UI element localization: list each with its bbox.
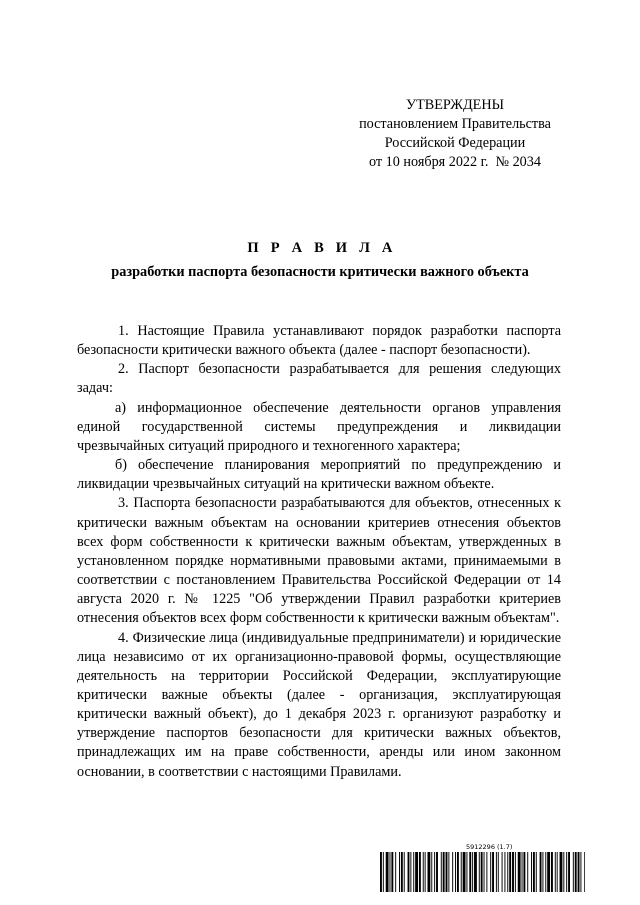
paragraph-4: 4. Физические лица (индивидуальные предприниматели) и юридические лица независимо от их организационно-правовой формы, осуществляющие деятельность на территории Российской Федерации, эксплуатирующие критически важные объекты (далее - организация, эксплуатирующая критически важный объект), до 1 декабря 2023 г. организуют разработку и утверждение паспортов безопасности для критически важных объектов, принадлежащих им на праве собственности, аренды или ином законном основании, в соответствии с настоящими Правилами.	[77, 629, 561, 780]
document-title: П Р А В И Л А	[247, 240, 397, 256]
barcode-icon	[380, 852, 585, 892]
approval-date-number: от 10 ноября 2022 г. № 2034	[369, 154, 541, 170]
document-body	[77, 322, 561, 782]
paragraph-1: 1. Настоящие Правила устанавливают порядок разработки паспорта безопасности критически важного объекта (далее - паспорт безопасности).	[77, 323, 561, 359]
approval-government: Российской Федерации	[384, 135, 526, 151]
approval-resolution: постановлением Правительства	[359, 116, 551, 132]
barcode-block	[380, 843, 585, 893]
approval-stamp	[330, 96, 580, 172]
paragraph-2a: а) информационное обеспечение деятельности органов управления единой государственной системы предупреждения и ликвидации чрезвычайных ситуаций природного и техногенного характера;	[77, 399, 561, 454]
approval-heading: УТВЕРЖДЕНЫ	[406, 97, 504, 113]
document-subtitle: разработки паспорта безопасности критически важного объекта	[111, 264, 529, 280]
paragraph-2b: б) обеспечение планирования мероприятий по предупреждению и ликвидации чрезвычайных ситуаций на критически важном объекте.	[77, 457, 561, 493]
paragraph-3: 3. Паспорта безопасности разрабатываются для объектов, отнесенных к критически важным объектам на основании критериев отнесения объектов всех форм собственности к критически важным объектам, утвержденных в установленном порядке нормативными правовыми актами, принимаемыми в соответствии с постановлением Правительства Российской Федерации от 14 августа 2020 г. № 1225 "Об утверждении Правил разработки критериев отнесения объектов всех форм собственности к критически важным объектам".	[77, 495, 561, 627]
barcode-number: 5912296 (1.7)	[466, 843, 513, 851]
paragraph-2: 2. Паспорт безопасности разрабатывается для решения следующих задач:	[77, 361, 561, 397]
